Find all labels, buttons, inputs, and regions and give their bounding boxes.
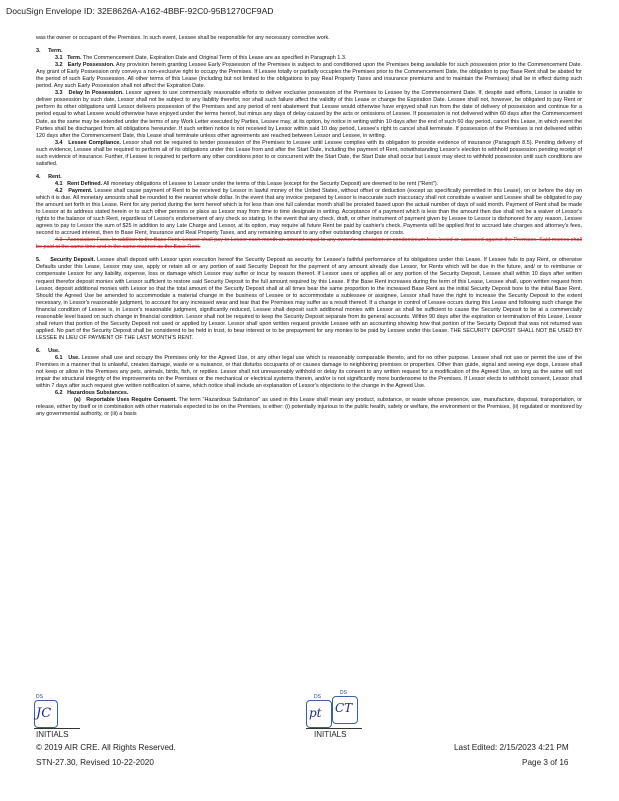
initials-signature-right-2: CT: [335, 701, 353, 715]
paragraph-3-1: [36, 55, 582, 62]
text-3-3: Lessor agrees to use commercially reasonable efforts to deliver exclusive possession of the Premises to Lessee by the Commencement Date. If, despite said efforts, Lessor is unable to deliver possession by such date, Lessor shall not be subject to any liability therefor, nor shall such failure affect the validity of this Lease or change the Expiration Date. Lessee shall not, however, be obligated to pay Rent or perform its other obligations until Lessor delivers possession of the Premises and any period of rent abatement that Lessee would otherwise have enjoyed shall run from the date of delivery of possession and continue for a period equal to what Lessee would otherwise have enjoyed under the terms hereof, but minus any days of delay caused by the acts or omissions of Lessee. If possession is not delivered within 60 days after the Commencement Date, as the same may be extended under the terms of any Work Letter executed by Parties, Lessee may, at its option, by notice in writing within 10 days after the end of such 60 day period, cancel this Lease, in which event the Parties shall be discharged from all obligations hereunder. If such written notice is not received by Lessor within said 10 day period, Lessee's right to cancel shall terminate. If possession of the Premises is not delivered within 120 days after the Commencement Date, this Lease shall terminate unless other agreements are reached between Lessor and Lessee, in writing.: [36, 90, 583, 139]
paragraph-3-4: [36, 140, 582, 168]
initials-signature-right-1: pt: [309, 706, 322, 720]
heading-3-1: 3.1 Term.: [55, 55, 82, 62]
heading-4-1: 4.1 Rent Defined.: [55, 180, 103, 187]
text-3-4: Lessor shall not be required to tender possession of the Premises to Lessee until Lessee complies with its obligation to provide evidence of insurance (Paragraph 8.5). Pending delivery of such evidence, Lessee shall be required to perform all of its obligations under this Lease from and after the Start Date, including the payment of Rent, notwithstanding Lessor's election to withhold possession pending receipt of such evidence of insurance. Further, if Lessee is required to perform any other conditions prior to or concurrent with the Start Date, the Start Date shall occur but Lessor may elect to withhold possession until such conditions are satisfied.: [36, 139, 582, 167]
paragraph-6-1: [36, 355, 582, 390]
docusign-envelope-id: DocuSign Envelope ID: 32E8626A-A162-4BBF-92C0-95B1270CF9AD: [6, 6, 274, 16]
paragraph-6-2-a: [36, 397, 582, 418]
initials-label-right: INITIALS: [314, 730, 347, 739]
paragraph-4-1: [36, 181, 582, 188]
page-number: Page 3 of 16: [522, 758, 569, 767]
initials-label-left: INITIALS: [36, 730, 69, 739]
text-5: Lessee shall deposit with Lessor upon execution hereof the Security Deposit as security for Lessee's faithful performance of its obligations under this Lease. If Lessee fails to pay Rent, or otherwise Defaults under this Lease, Lessor may use, apply or retain all or any portion of said Security Deposit for the payment of any amount already due Lessor, for Rents which will be due in the future, and/ or to reimburse or compensate Lessor for any liability, expense, loss or damage which Lessor may suffer or incur by reason thereof. If Lessor uses or applies all or any portion of the Security Deposit, Lessee shall within 10 days after written request therefor deposit monies with Lessor sufficient to restore said Security Deposit to the full amount required by this Lease. If the Base Rent increases during the term of this Lease, Lessee shall, upon written request from Lessor, deposit additional monies with Lessor so that the total amount of the Security Deposit shall at all times bear the same proportion to the increased Base Rent as the initial Security Deposit bore to the initial Base Rent. Should the Agreed Use be amended to accommodate a material change in the business of Lessee or to accommodate a sublessee or assignee, Lessor shall have the right to increase the Security Deposit to the extent necessary, in Lessor's reasonable judgment, to account for any increased wear and tear that the Premises may suffer as a result thereof. If a change in control of Lessee occurs during this Lease and following such change the financial condition of Lessee is, in Lessor's reasonable judgment, significantly reduced, Lessee shall deposit such additional monies with Lessor as shall be sufficient to cause the Security Deposit to be at a commercially reasonable level based on such change in financial condition. Lessor shall not be required to keep the Security Deposit separate from its general accounts. Within 90 days after the expiration or termination of this Lease, Lessor shall return that portion of the Security Deposit not used or applied by Lessor. Lessor shall upon written request provide Lessee with an accounting showing how that portion of the Security Deposit that was not returned was applied. No part of the Security Deposit shall be considered to be held in trust, to bear interest or to be prepayment for any monies to be paid by Lessee under this Lease. THE SECURITY DEPOSIT SHALL NOT BE USED BY LESSEE IN LIEU OF PAYMENT OF THE LAST MONTH'S RENT.: [36, 257, 582, 341]
text-4-1: All monetary obligations of Lessee to Lessor under the terms of this Lease (except for the Security Deposit) are deemed to be rent ("Rent").: [102, 180, 439, 187]
ds-label-left: DS: [36, 694, 43, 700]
paragraph: was the owner or occupant of the Premises. In such event, Lessee shall be responsible for any necessary corrective work.: [36, 35, 330, 41]
last-edited: Last Edited: 2/15/2023 4:21 PM: [454, 743, 569, 752]
initials-line-right: [306, 728, 362, 729]
ds-label-right-2: DS: [340, 690, 347, 696]
heading-6-2: 6.2 Hazardous Substances.: [55, 390, 129, 397]
heading-3-4: 3.4 Lessee Compliance.: [55, 139, 121, 146]
lease-body: [36, 35, 582, 418]
heading-5: 5. Security Deposit.: [36, 257, 96, 264]
heading-3-2: 3.2 Early Possession.: [55, 62, 115, 69]
text-6-2-a: The term "Hazardous Substance" as used in this Lease shall mean any product, substance, or waste whose presence, use, manufacture, disposal, transportation, or release, either by itself or in combination with other materials expected to be on the Premises, is either: (i) potentially injurious to the public health, safety or welfare, the environment or the Premises, (ii) regulated or monitored by any governmental authority, or (iii) a basis: [36, 397, 582, 418]
copyright: © 2019 AIR CRE. All Rights Reserved.: [36, 743, 176, 752]
section-title-rent: 4. Rent.: [36, 173, 62, 180]
text-6-1: Lessee shall use and occupy the Premises only for the Agreed Use, or any other legal use which is reasonably comparable thereto, and for no other purpose. Lessee shall not use or permit the use of the Premises in a manner that is unlawful, creates damage, waste or a nuisance, or that disturbs occupants of or causes damage to neighboring premises or properties. Other than guide, signal and seeing eye dogs, Lessee shall not keep or allow in the Premises any pets, animals, birds, fish, or reptiles. Lessor shall not unreasonably withhold or delay its consent to any written request for a modification of the Agreed Use, so long as the same will not impair the structural integrity of the improvements on the Premises or the mechanical or electrical systems therein, and/or is not significantly more burdensome to the Premises. If Lessor elects to withhold consent, Lessor shall within 7 days after such request give written notification of same, which notice shall include an explanation of Lessor's objections to the change in the Agreed Use.: [36, 354, 583, 390]
form-id: STN-27.30, Revised 10-22-2020: [36, 758, 154, 767]
heading-3-3: 3.3 Delay In Possession.: [55, 90, 124, 97]
paragraph-4-2: [36, 188, 582, 237]
text-3-2: Any provision herein granting Lessee Early Possession of the Premises is subject to and conditioned upon the Premises being available for such possession prior to the Commencement Date. Any grant of Early Possession only conveys a non-exclusive right to occupy the Premises. If Lessee totally or partially occupies the Premises prior to the Commencement Date, the obligation to pay Base Rent shall be abated for the period of such Early Possession. All other terms of this Lease (including but not limited to the obligations to pay Real Property Taxes and insurance premiums and to maintain the Premises) shall be in effect during such period. Any such Early Possession shall not affect the Expiration Date.: [36, 62, 583, 90]
initials-signature-left: JC: [36, 706, 52, 721]
ds-label-right-1: DS: [314, 694, 321, 700]
text-3-1: The Commencement Date, Expiration Date and Original Term of this Lease are as specified in Paragraph 1.3.: [81, 55, 347, 62]
text-4-2: Lessee shall cause payment of Rent to be received by Lessor in lawful money of the United States, without offset or deduction (except as specifically permitted in this Lease), on or before the day on which it is due. All monetary amounts shall be rounded to the nearest whole dollar. In the event that any invoice prepared by Lessor is inaccurate such inaccuracy shall not constitute a waiver and Lessee shall be obligated to pay the amount set forth in this Lease. Rent for any period during the term hereof which is for less than one full calendar month shall be prorated based upon the actual number of days of said month. Payment of Rent shall be made to Lessor at its address stated herein or to such other persons or place as Lessor may from time to time designate in writing. Acceptance of a payment which is less than the amount then due shall not be a waiver of Lessor's rights to the balance of such Rent, regardless of Lessor's endorsement of any check so stating. In the event that any check, draft, or other instrument of payment given by Lessee to Lessor is dishonored for any reason, Lessee agrees to pay to Lessor the sum of $25 in addition to any Late Charge and Lessor, at its option, may require all future Rent be paid by cashier's check. Payments will be applied first to accrued late charges and attorney's fees, second to accrued interest, then to Base Rent, Insurance and Real Property Taxes, and any remaining amount to any other outstanding charges or costs.: [36, 187, 582, 237]
heading-4-2: 4.2 Payment.: [55, 187, 93, 194]
paragraph-4-3-struck: 4.3 Association Fees. In addition to the Base Rent, Lessee shall pay to Lessor each month an amount equal to any owner's association or condominium fees levied or assessed against the Premises. Said monies shall be paid at the same time and in the same manner as the Base Rent.: [36, 237, 582, 251]
heading-6-2-a: (a) Reportable Uses Require Consent.: [74, 397, 177, 404]
heading-6-1: 6.1 Use.: [55, 354, 80, 361]
paragraph-5: [36, 257, 582, 342]
paragraph-3-2: [36, 62, 582, 90]
paragraph-3-3: [36, 90, 582, 139]
section-title-term: 3. Term.: [36, 48, 63, 55]
section-title-use: 6. Use.: [36, 347, 60, 354]
initials-line-left: [34, 728, 80, 729]
initials-area: [0, 690, 619, 750]
